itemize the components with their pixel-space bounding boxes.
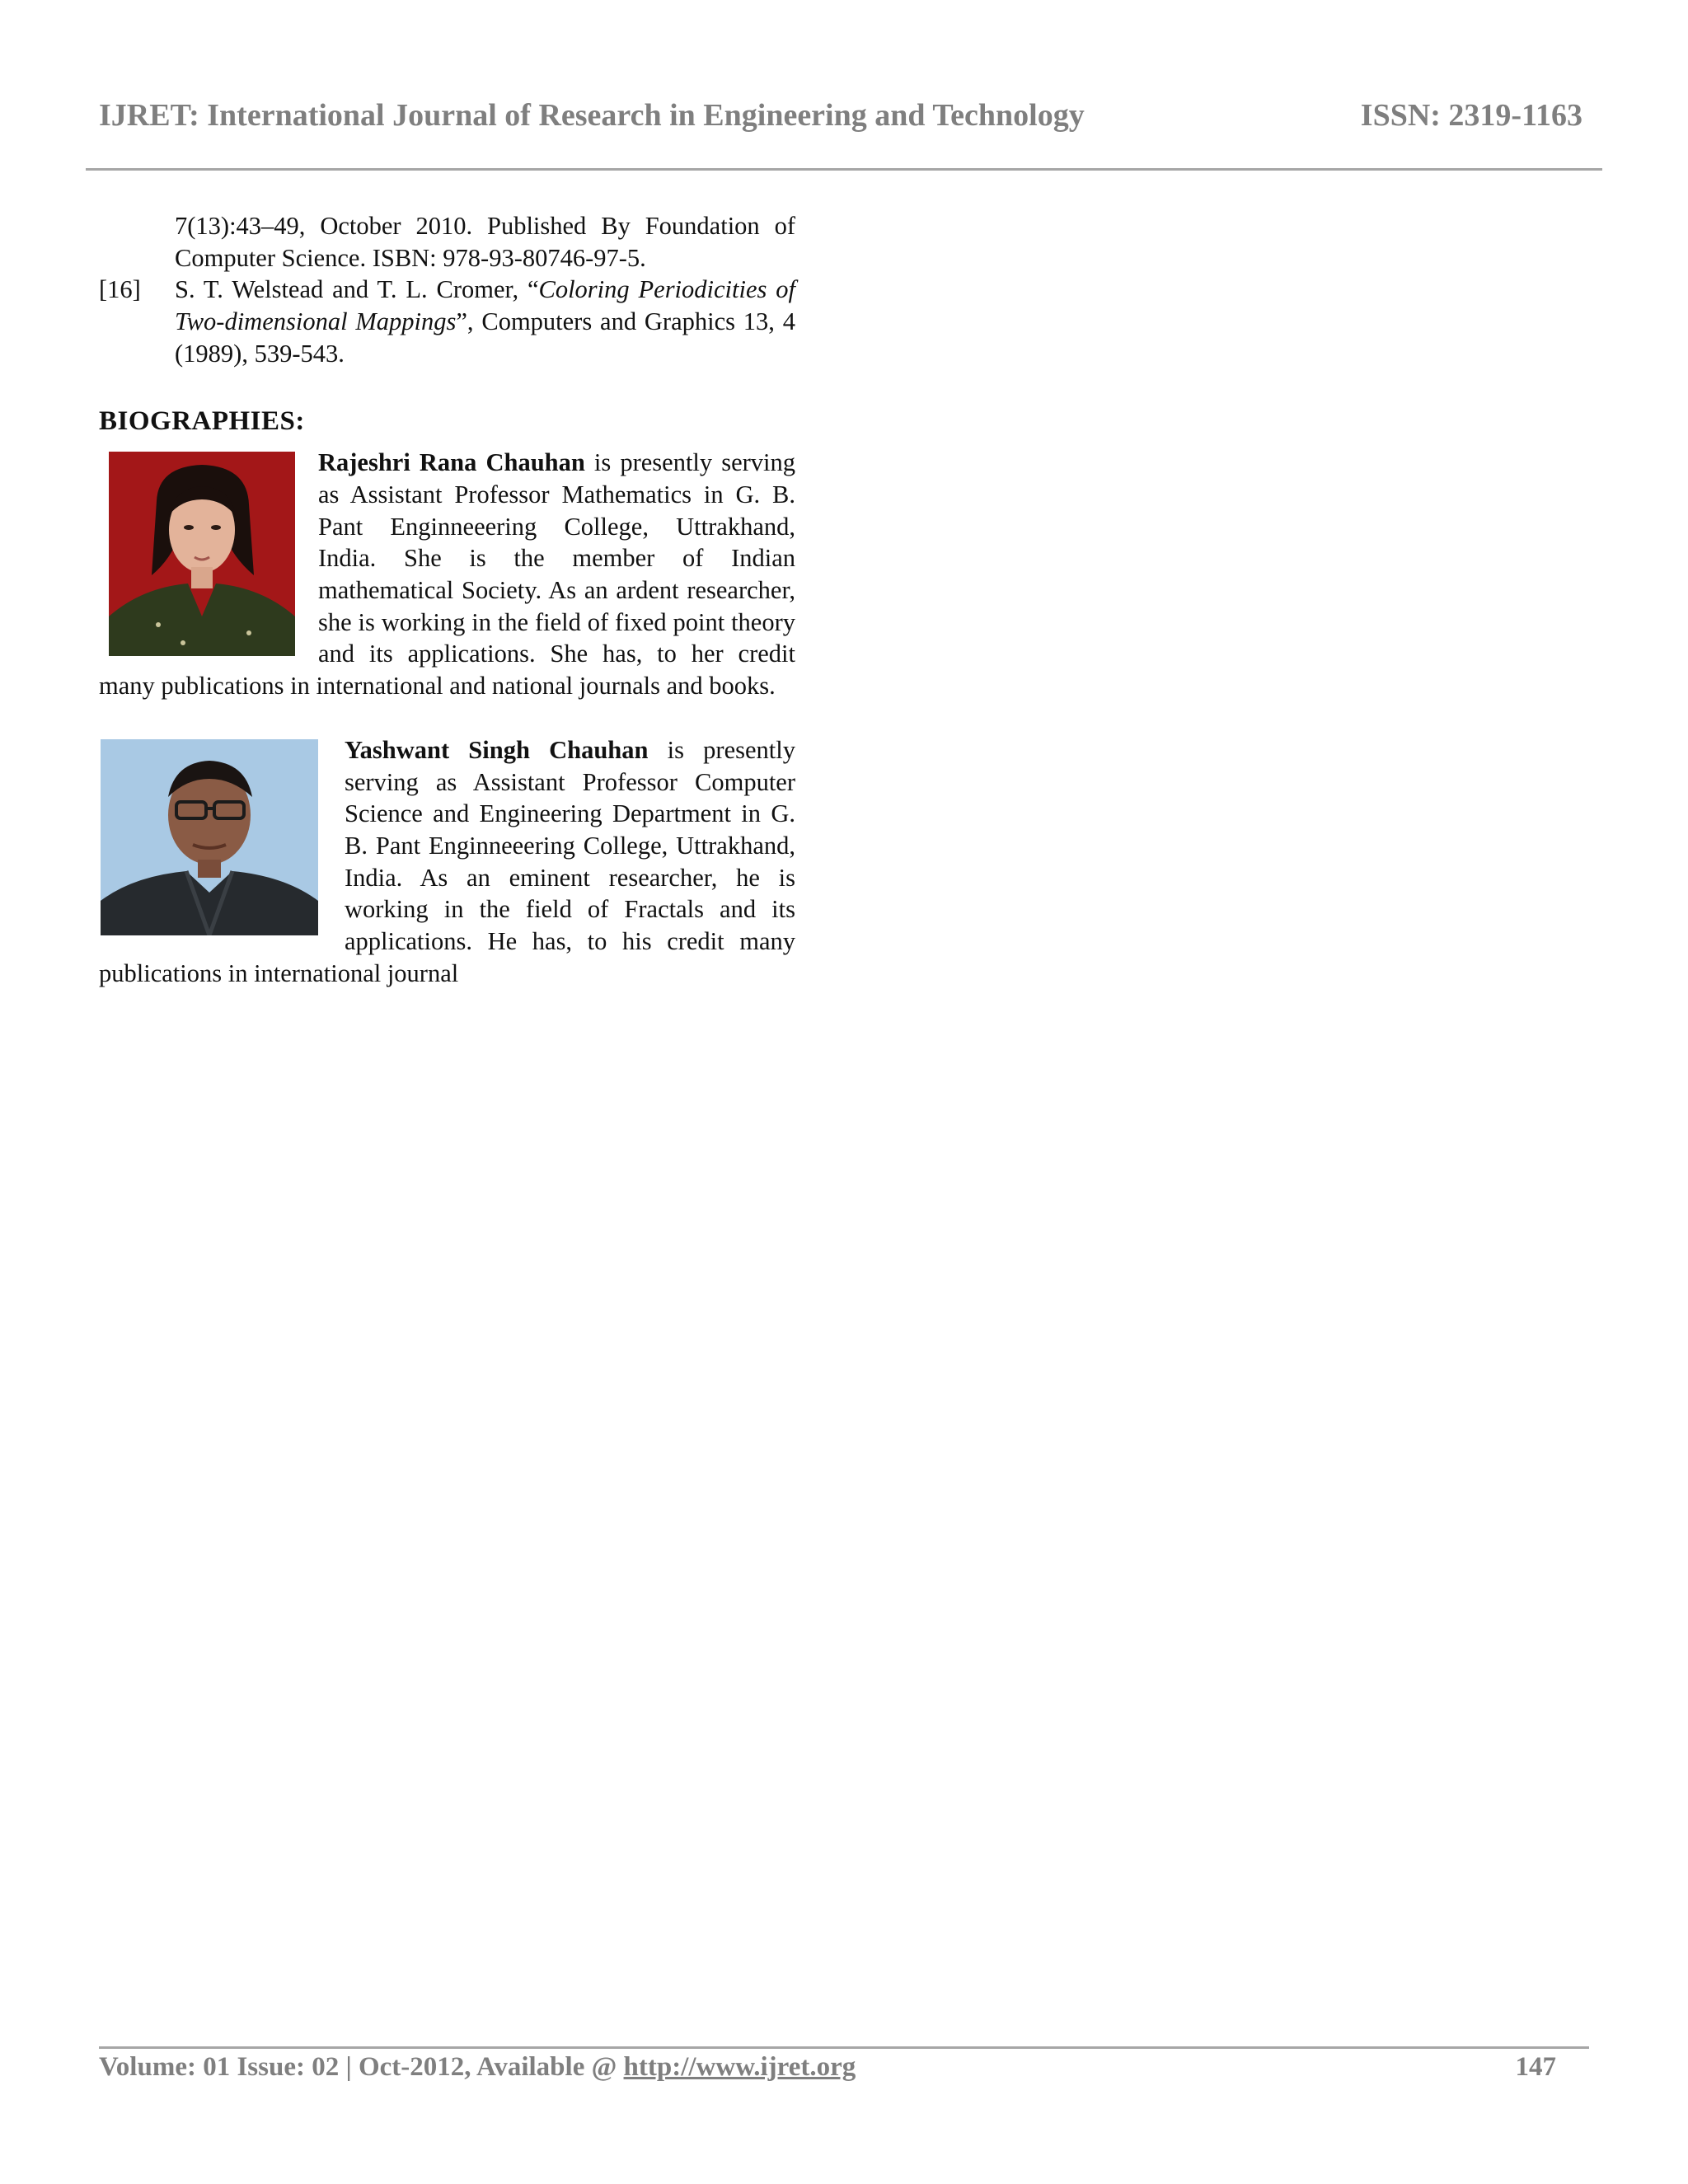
biography-1-description: is presently serving as Assistant Professor Mathematics in G. B. Pant Enginneeering College, Uttrakhand, India. She is the member of Indian mathematical Society. As an ardent researcher, she is working in the field of fixed point theory and its applications. She has, to her credit many publications in international and national journals and books. — [99, 448, 795, 701]
page-number: 147 — [1515, 2052, 1556, 2082]
author-name-2: Yashwant Singh Chauhan — [345, 735, 649, 764]
journal-title: IJRET: International Journal of Research in Engineering and Technology — [99, 98, 1085, 133]
reference-number: [16] — [99, 275, 141, 304]
biographies-heading: BIOGRAPHIES: — [99, 405, 305, 436]
biography-2-description: is presently serving as Assistant Professor Computer Science and Engineering Department in G. B. Pant Enginneeering College, Uttrakhand, India. As an eminent researcher, he is working in the field of Fractals and its applications. He has, to his credit many publications in international journal — [99, 735, 795, 987]
footer-volume-text: Volume: 01 Issue: 02 | Oct-2012, Available @ — [99, 2052, 624, 2082]
reference-16 — [99, 274, 795, 369]
reference-source: ”, Computers and Graphics 13, 4 (1989), 539-543. — [175, 307, 795, 368]
reference-body — [175, 274, 795, 369]
biography-1 — [99, 447, 795, 702]
author-photo-2 — [101, 739, 318, 935]
header-rule — [86, 168, 1602, 171]
reference-authors: S. T. Welstead and T. L. Cromer, “ — [175, 275, 539, 304]
biography-2 — [99, 734, 795, 990]
footer-volume — [99, 2052, 856, 2083]
main-column — [99, 210, 795, 989]
author-photo-1 — [109, 452, 295, 656]
reference-continuation: 7(13):43–49, October 2010. Published By Foundation of Computer Science. ISBN: 978-93-80746-97-5. — [175, 212, 795, 272]
footer-link[interactable]: http://www.ijret.org — [623, 2052, 856, 2082]
reference-title: Coloring Periodicities of Two-dimensional Mappings — [175, 275, 795, 336]
author-name-1: Rajeshri Rana Chauhan — [318, 448, 585, 477]
footer-rule — [99, 2046, 1589, 2049]
journal-issn: ISSN: 2319-1163 — [1360, 98, 1582, 133]
